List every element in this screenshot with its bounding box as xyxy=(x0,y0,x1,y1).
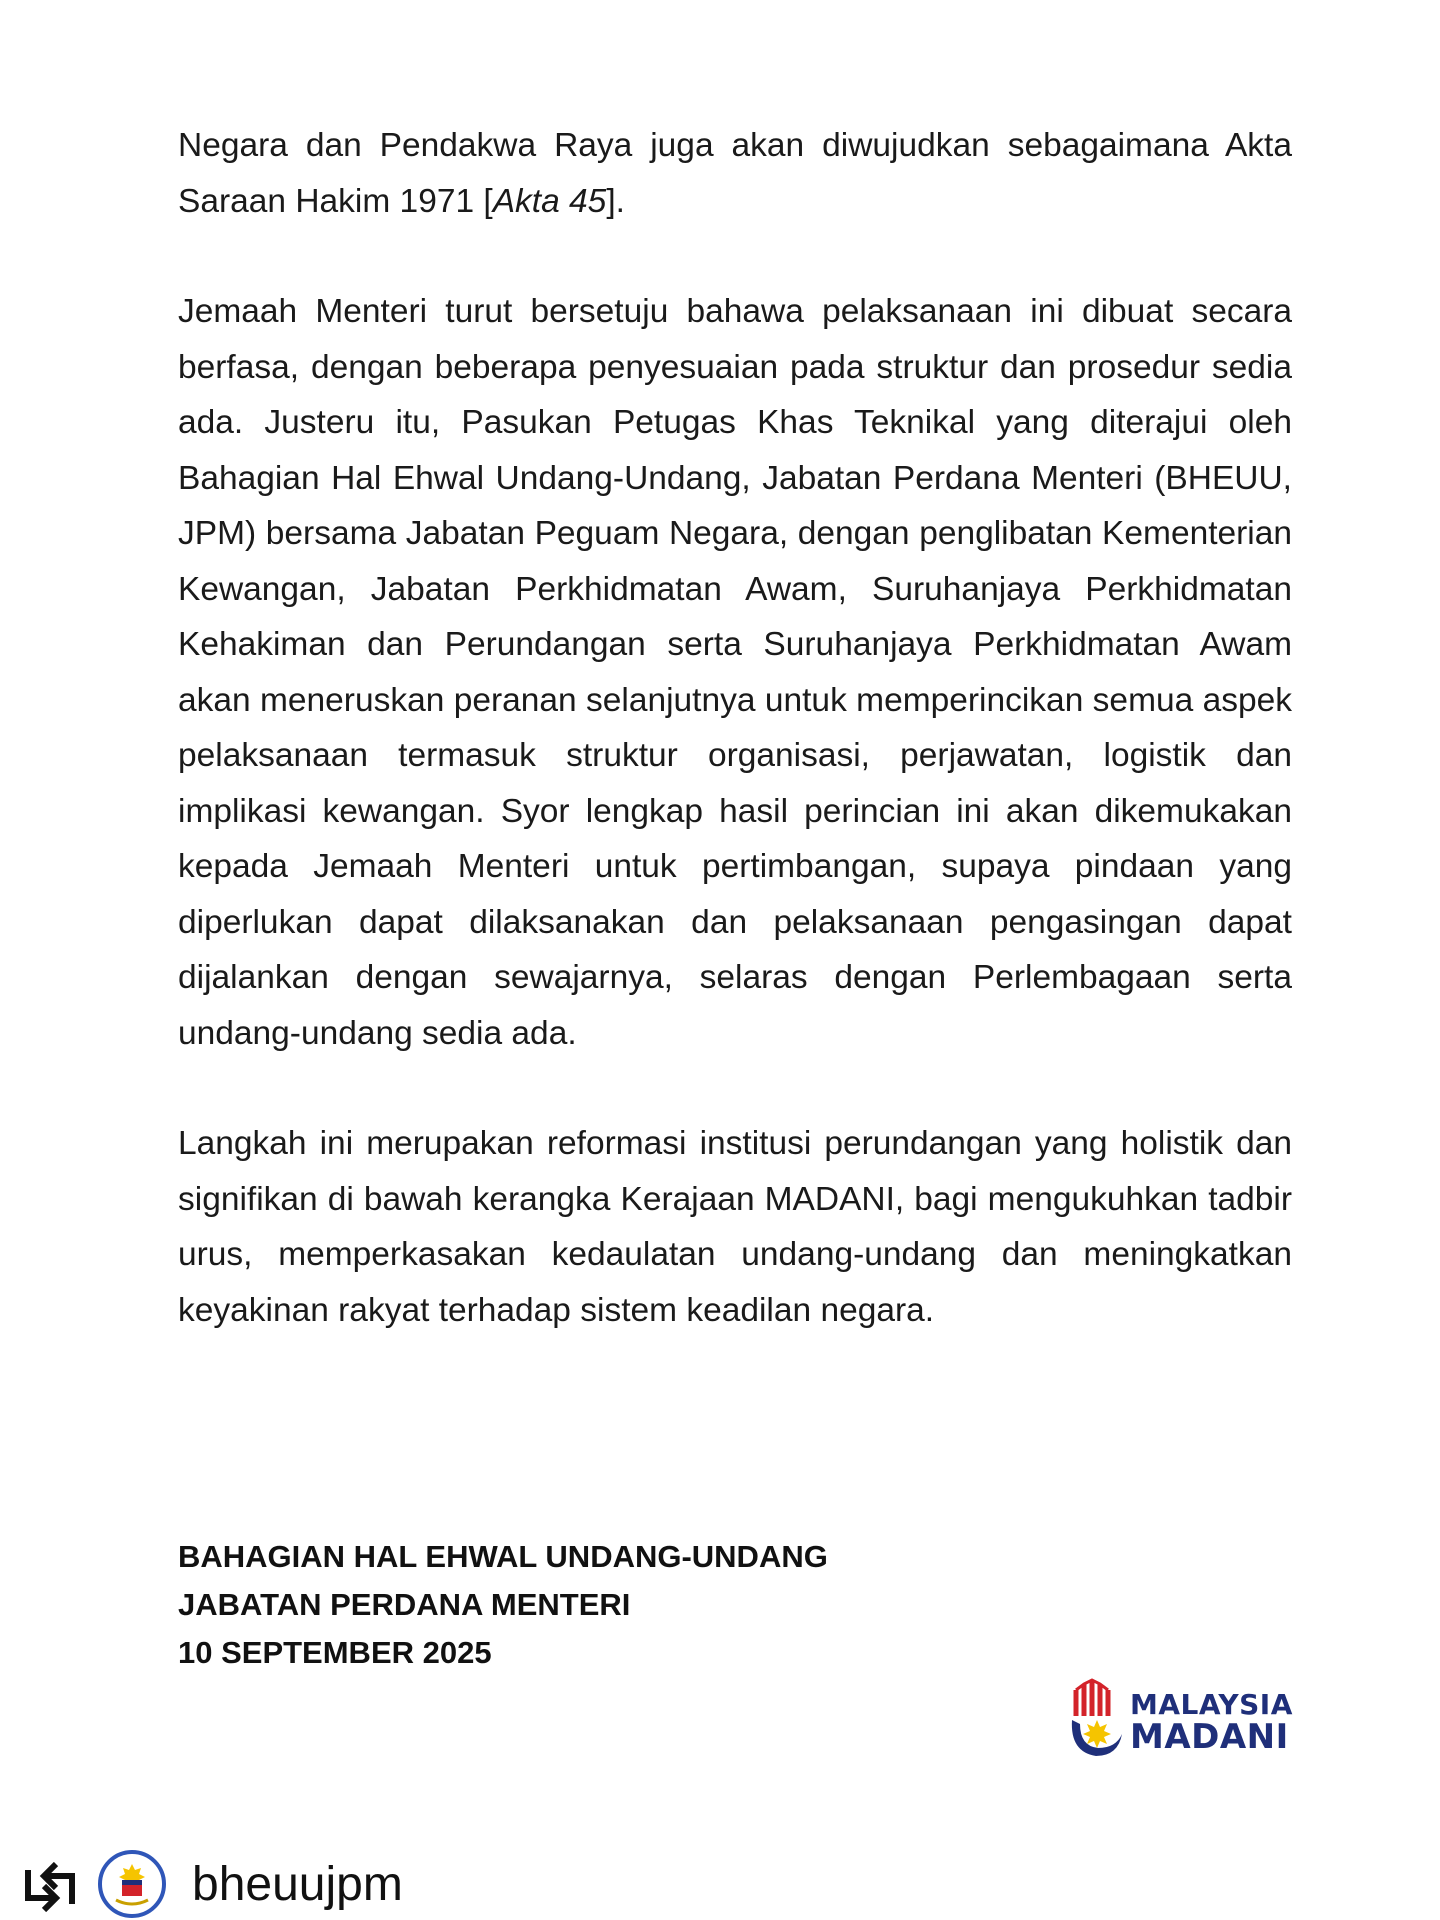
repost-icon[interactable] xyxy=(22,1862,78,1912)
paragraph-2: Jemaah Menteri turut bersetuju bahawa pelaksanaan ini dibuat secara berfasa, dengan beberapa penyesuaian pada struktur dan prosedur sedia ada. Justeru itu, Pasukan Petugas Khas Teknikal yang diterajui oleh Bahagian Hal Ehwal Undang-Undang, Jabatan Perdana Menteri (BHEUU, JPM) bersama Jabatan Peguam Negara, dengan penglibatan Kementerian Kewangan, Jabatan Perkhidmatan Awam, Suruhanjaya Perkhidmatan Kehakiman dan Perundangan serta Suruhanjaya Perkhidmatan Awam akan meneruskan peranan selanjutnya untuk memperincikan semua aspek pelaksanaan termasuk struktur organisasi, perjawatan, logistik dan implikasi kewangan. Syor lengkap hasil perincian ini akan dikemukakan kepada Jemaah Menteri untuk pertimbangan, supaya pindaan yang diperlukan dapat dilaksanakan dan pelaksanaan pengasingan dapat dijalankan dengan sewajarnya, selaras dengan Perlembagaan serta undang-undang sedia ada. xyxy=(178,293,1292,1052)
logo-line-malaysia: MALAYSIA xyxy=(1130,1688,1293,1721)
document-body xyxy=(178,118,1292,1393)
paragraph-1-end: ]. xyxy=(606,182,625,220)
repost-footer xyxy=(0,1850,1440,1920)
paragraph-1-text: Negara dan Pendakwa Raya juga akan diwujudkan sebagaimana Akta Saraan Hakim 1971 [ xyxy=(178,127,1292,220)
government-crest-icon xyxy=(102,1854,162,1914)
logo-wordmark xyxy=(1130,1688,1293,1757)
signoff-ministry: JABATAN PERDANA MENTERI xyxy=(178,1587,631,1622)
act-reference: Akta 45 xyxy=(492,182,607,220)
paragraph-3: Langkah ini merupakan reformasi institusi perundangan yang holistik dan signifikan di bawah kerangka Kerajaan MADANI, bagi mengukuhkan tadbir urus, memperkasakan kedaulatan undang-undang dan meningkatkan keyakinan rakyat terhadap sistem keadilan negara. xyxy=(178,1125,1292,1329)
paragraph-1 xyxy=(178,118,1292,229)
logo-line-madani: MADANI xyxy=(1130,1717,1289,1757)
signoff-department: BAHAGIAN HAL EHWAL UNDANG-UNDANG xyxy=(178,1539,828,1574)
avatar[interactable] xyxy=(98,1850,166,1918)
signoff-block xyxy=(178,1533,828,1677)
signoff-date: 10 SEPTEMBER 2025 xyxy=(178,1635,492,1670)
madani-emblem-icon xyxy=(1066,1676,1128,1762)
malaysia-madani-logo xyxy=(1066,1672,1296,1764)
username-link[interactable]: bheuujpm xyxy=(192,1858,403,1911)
